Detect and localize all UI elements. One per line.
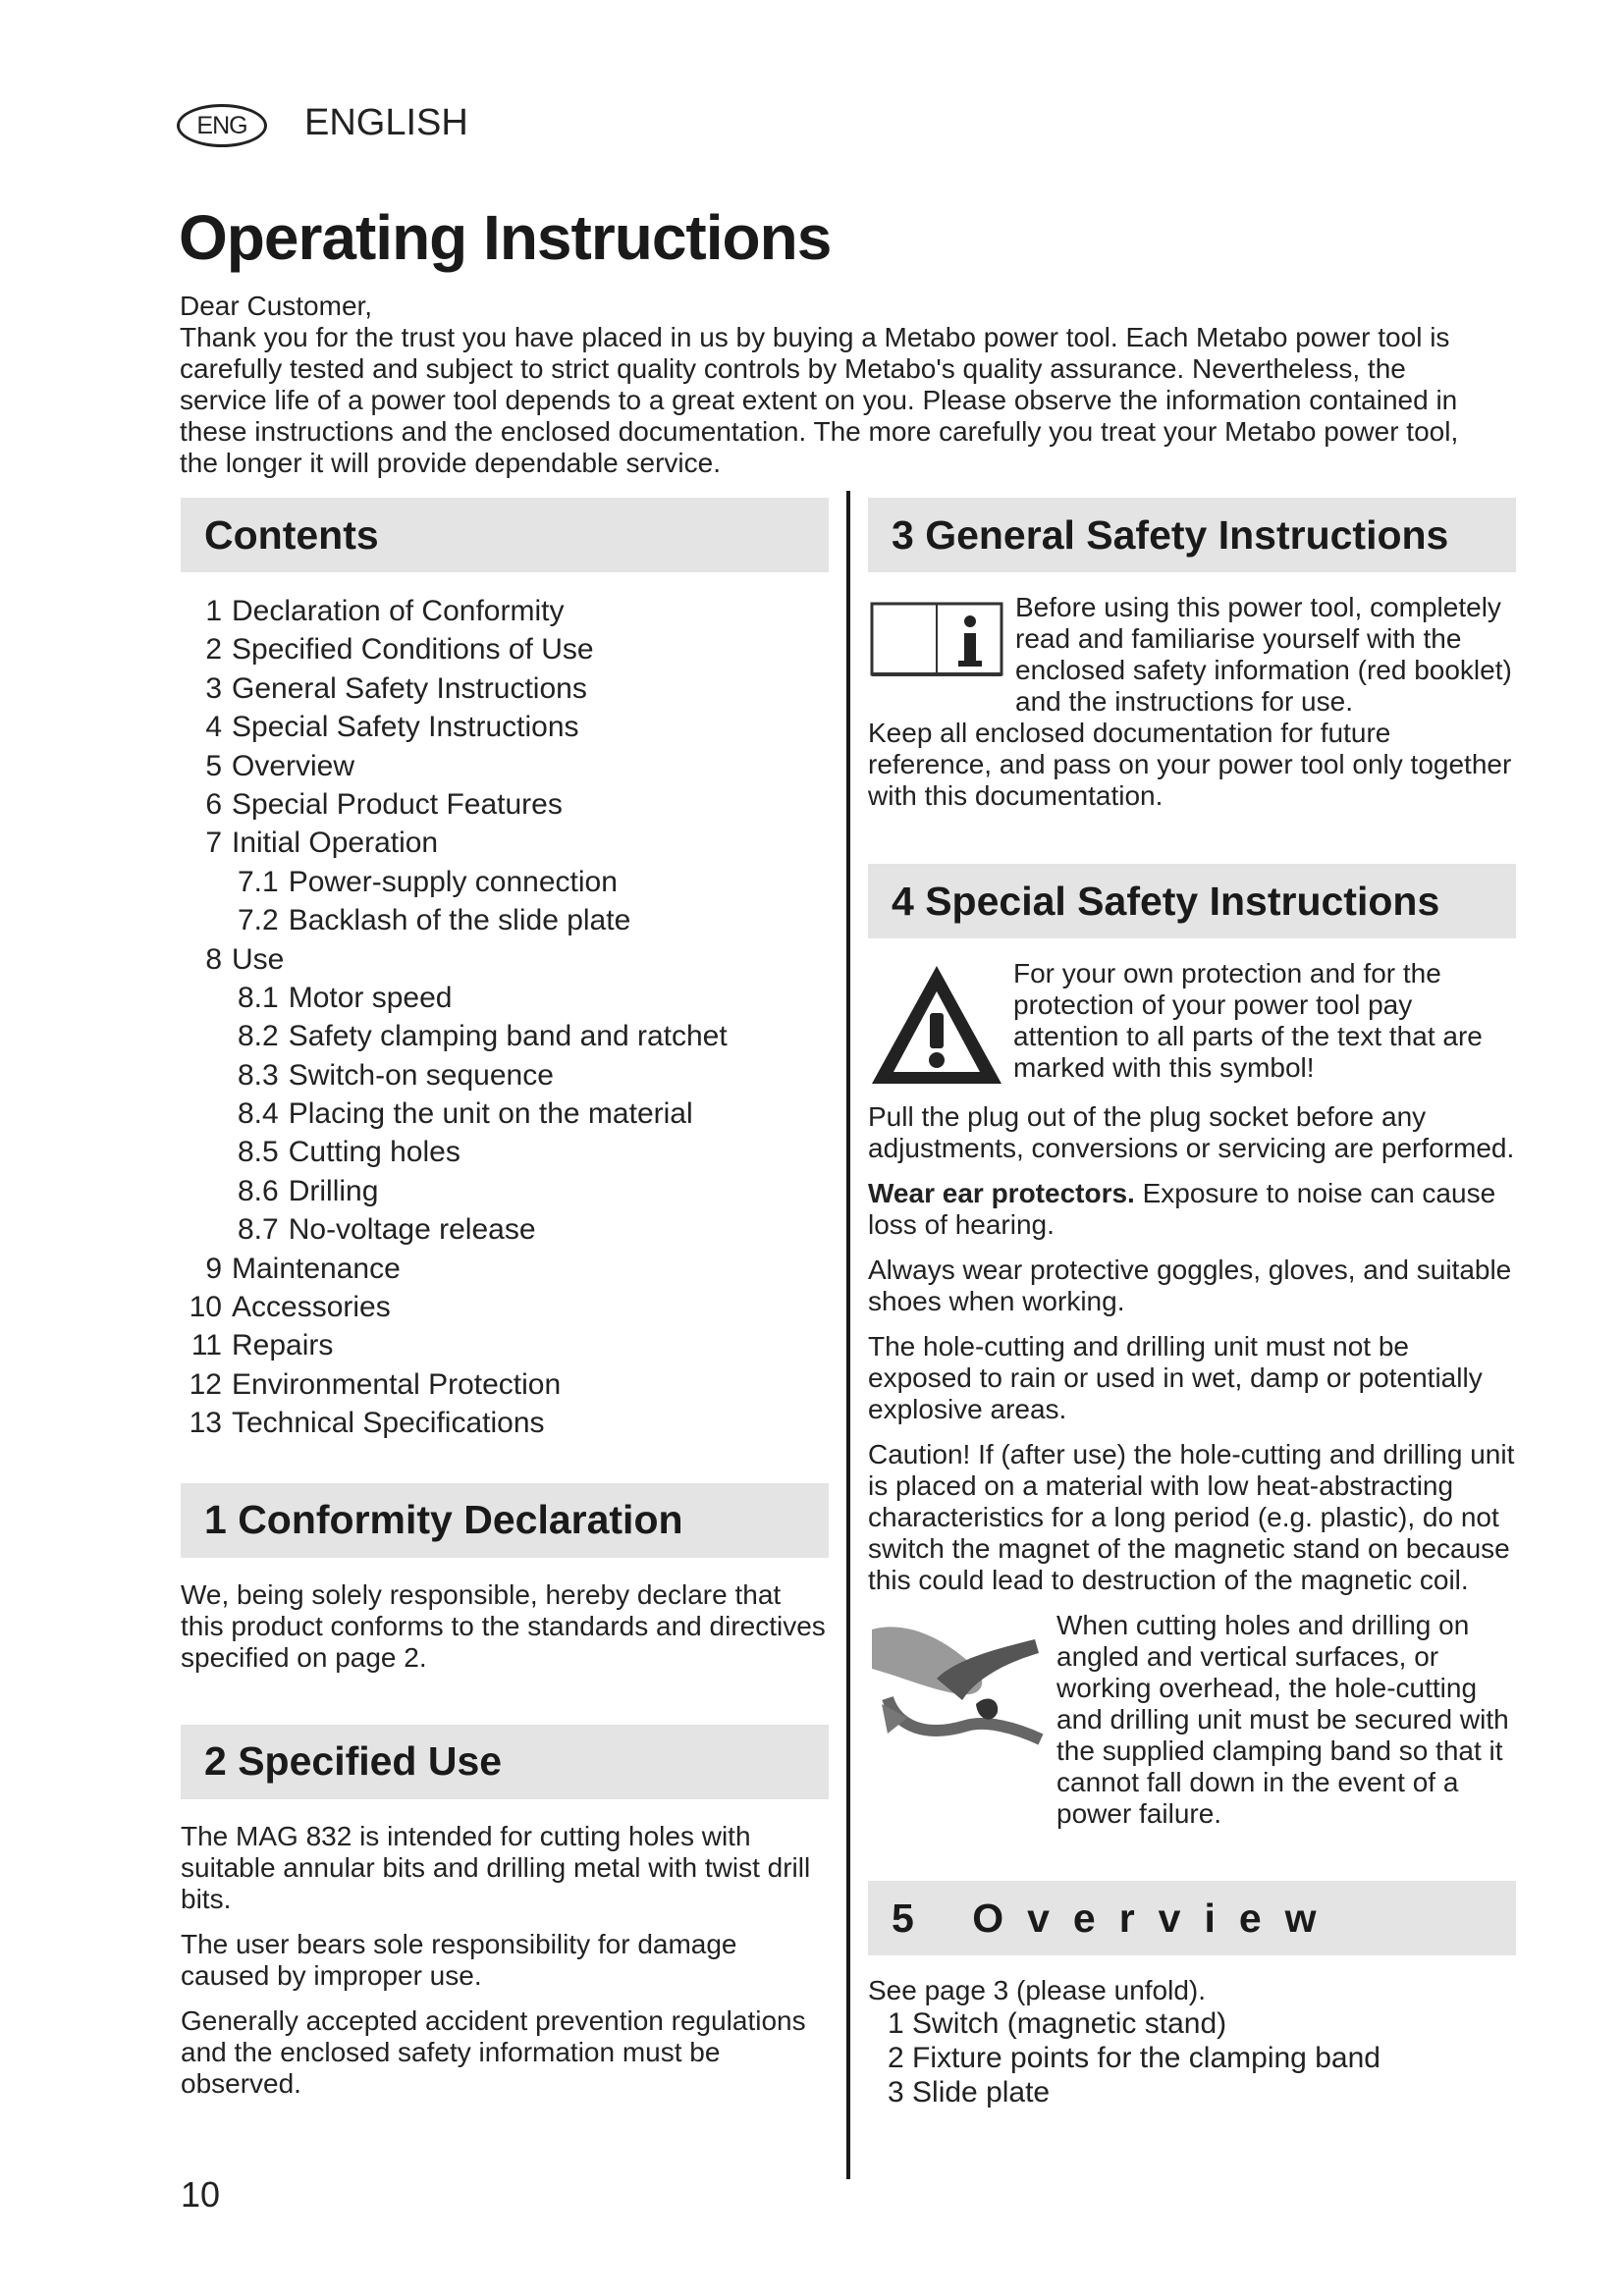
- contents-item: [181, 1095, 829, 1133]
- general-safety-heading: 3 General Safety Instructions: [868, 498, 1516, 572]
- ear-protection-bold: Wear ear protectors.: [868, 1178, 1135, 1208]
- contents-item-number: 8.6: [238, 1174, 279, 1207]
- overview-item: 3 Slide plate: [888, 2076, 1051, 2109]
- contents-item-number: 8.1: [238, 981, 279, 1014]
- left-column: [181, 498, 829, 2100]
- contents-item-number: 12: [189, 1367, 222, 1401]
- keep-docs-text: Keep all enclosed documentation for future reference, and pass on your power tool only together with this documentation.: [868, 718, 1512, 811]
- contents-item: [181, 785, 829, 824]
- intro-greeting: Dear Customer,: [180, 291, 373, 321]
- contents-item: [181, 1017, 829, 1055]
- overview-intro: See page 3 (please unfold).: [868, 1975, 1207, 2005]
- warning-triangle-icon: [868, 962, 1005, 1088]
- goggles-text: Always wear protective goggles, gloves, and suitable shoes when working.: [868, 1255, 1512, 1316]
- contents-item-label: Overview: [232, 749, 355, 782]
- contents-item-label: Placing the unit on the material: [288, 1097, 693, 1131]
- contents-item: [181, 863, 829, 901]
- contents-item-label: Switch-on sequence: [288, 1058, 554, 1092]
- contents-item-label: Motor speed: [288, 981, 453, 1014]
- contents-item-number: 8.3: [238, 1058, 279, 1092]
- overview-list: [868, 2006, 1516, 2109]
- contents-list: [181, 592, 829, 1443]
- contents-item-number: 7.1: [238, 865, 279, 898]
- rain-text: The hole-cutting and drilling unit must not be exposed to rain or used in wet, damp or potentially explosive areas.: [868, 1331, 1483, 1424]
- contents-item-label: Environmental Protection: [232, 1367, 562, 1401]
- warning-notice: [868, 958, 1516, 1088]
- language-badge: ENG: [177, 104, 267, 147]
- clamping-band-notice: [868, 1610, 1516, 1830]
- contents-item-label: Use: [232, 942, 285, 976]
- contents-item-label: Declaration of Conformity: [232, 595, 565, 627]
- contents-item-label: Drilling: [288, 1174, 379, 1207]
- info-text: Before using this power tool, completely read and familiarise yourself with the enclosed safety information (red booklet) and the instructions for use.: [1015, 592, 1512, 717]
- contents-item-number: 8: [205, 942, 222, 976]
- contents-item-number: 10: [189, 1291, 222, 1324]
- contents-item-label: Cutting holes: [288, 1136, 460, 1169]
- contents-item-number: 8.2: [238, 1020, 279, 1053]
- special-safety-heading: 4 Special Safety Instructions: [868, 864, 1516, 938]
- contents-item: [181, 1133, 829, 1171]
- contents-item-label: Special Safety Instructions: [232, 711, 579, 744]
- contents-item-number: 9: [205, 1252, 222, 1285]
- caution-text: Caution! If (after use) the hole-cutting and drilling unit is placed on a material with low heat-abstracting characteristics for a long period (e.g. plastic), do not switch the magnet of the magnetic stand on because this could lead to destruction of the magnetic coil.: [868, 1439, 1515, 1595]
- contents-item: [181, 708, 829, 746]
- contents-item-label: Technical Specifications: [232, 1407, 545, 1440]
- contents-item-label: No-voltage release: [288, 1213, 536, 1247]
- info-book-icon: [868, 600, 1005, 678]
- clamping-band-text: When cutting holes and drilling on angled and vertical surfaces, or working overhead, the hole-cutting and drilling unit must be secured with the supplied clamping band so that it cannot fall down in the event of a power failure.: [1056, 1610, 1509, 1829]
- contents-item: [181, 1172, 829, 1210]
- contents-item: [181, 592, 829, 630]
- contents-item-label: Safety clamping band and ratchet: [288, 1020, 728, 1053]
- contents-item: [181, 1250, 829, 1288]
- contents-item-number: 8.7: [238, 1213, 279, 1247]
- contents-item-number: 3: [205, 671, 222, 705]
- intro-block: [180, 291, 1495, 479]
- contents-item-label: Power-supply connection: [288, 865, 618, 898]
- contents-item: [181, 1326, 829, 1364]
- contents-item: [181, 1365, 829, 1404]
- contents-item-number: 13: [189, 1407, 222, 1440]
- specified-use-heading: 2 Specified Use: [181, 1725, 829, 1799]
- contents-item-label: General Safety Instructions: [232, 671, 587, 705]
- contents-item-label: Accessories: [232, 1291, 391, 1324]
- contents-item: [181, 1210, 829, 1249]
- contents-item-number: 7: [205, 827, 222, 860]
- contents-item-number: 6: [205, 787, 222, 821]
- page-number: 10: [181, 2174, 221, 2215]
- overview-item: 1 Switch (magnetic stand): [888, 2007, 1227, 2040]
- contents-item: [181, 824, 829, 862]
- warning-text: For your own protection and for the protection of your power tool pay attention to all parts of the text that are marked with this symbol!: [1013, 958, 1483, 1083]
- intro-body: Thank you for the trust you have placed in us by buying a Metabo power tool. Each Metabo power tool is carefully tested and subject to strict quality controls by Metabo's quality assurance. Nevertheless, the service life of a power tool depends to a great extent on you. Please observe the information contained in these instructions and the enclosed documentation. The more carefully you treat your Metabo power tool, the longer it will provide dependable service.: [180, 322, 1459, 478]
- conformity-text: We, being solely responsible, hereby declare that this product conforms to the standards and directives specified on page 2.: [181, 1578, 826, 1673]
- column-divider: [846, 491, 850, 2179]
- contents-item: [181, 940, 829, 979]
- contents-item-number: 1: [205, 595, 222, 627]
- language-label: ENGLISH: [304, 102, 468, 143]
- contents-item: [181, 1056, 829, 1095]
- overview-heading: 5 Overview: [868, 1881, 1516, 1955]
- conformity-heading: 1 Conformity Declaration: [181, 1483, 829, 1558]
- contents-item: [181, 901, 829, 939]
- contents-item-number: 7.2: [238, 904, 279, 937]
- plug-text: Pull the plug out of the plug socket before any adjustments, conversions or servicing are performed.: [868, 1101, 1515, 1163]
- contents-item-number: 4: [205, 711, 222, 744]
- contents-item-number: 8.5: [238, 1136, 279, 1169]
- contents-item: [181, 747, 829, 785]
- contents-item-number: 8.4: [238, 1097, 279, 1131]
- contents-item-label: Specified Conditions of Use: [232, 633, 594, 667]
- contents-item-label: Maintenance: [232, 1252, 401, 1285]
- contents-item: [181, 1288, 829, 1326]
- overview-item: 2 Fixture points for the clamping band: [888, 2042, 1380, 2074]
- specified-use-text: Generally accepted accident prevention regulations and the enclosed safety information must be observed.: [181, 2004, 806, 2099]
- contents-item: [181, 979, 829, 1017]
- clamping-band-hand-icon: [868, 1610, 1045, 1757]
- ear-protection-detail: Exposure to noise can cause loss of hearing.: [868, 1178, 1496, 1240]
- contents-item-number: 5: [205, 749, 222, 782]
- contents-item-number: 11: [190, 1329, 222, 1362]
- specified-use-text: The MAG 832 is intended for cutting holes with suitable annular bits and drilling metal with twist drill bits.: [181, 1820, 811, 1914]
- info-notice: [868, 592, 1516, 718]
- contents-item: [181, 1404, 829, 1442]
- page-title: Operating Instructions: [179, 202, 832, 273]
- ear-protection-text: [868, 1178, 1516, 1241]
- contents-item-label: Repairs: [232, 1329, 334, 1362]
- right-column: [868, 498, 1516, 2109]
- contents-item-number: 2: [205, 633, 222, 667]
- contents-heading: Contents: [181, 498, 829, 572]
- specified-use-text: The user bears sole responsibility for damage caused by improper use.: [181, 1928, 737, 1991]
- contents-item: [181, 630, 829, 668]
- contents-item-label: Backlash of the slide plate: [288, 904, 631, 937]
- contents-item-label: Special Product Features: [232, 787, 563, 821]
- contents-item-label: Initial Operation: [232, 827, 439, 860]
- contents-item: [181, 669, 829, 708]
